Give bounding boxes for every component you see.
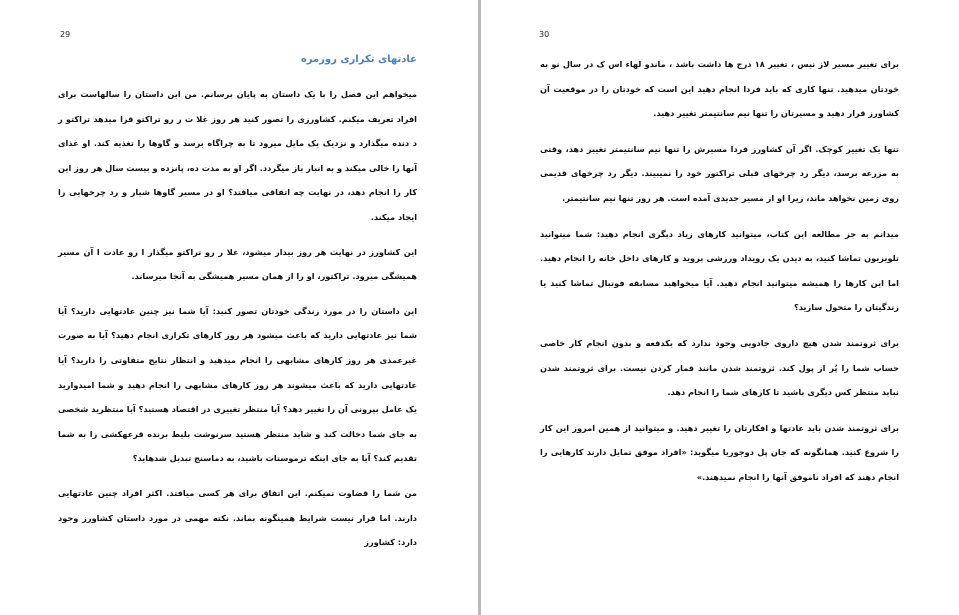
paragraph: میخواهم این فصل را با یک داستان به پایان برسانم. من این داستان را سالهاست برای افراد تعریف میکنم. کشاورزی را تصور کنید هر روز غلا ت ر رو تراکتو قرا میدهد تراکتو ر د دنده میگذارد و نزدیک یک مایل میرود تا به چراگاه برسد و گاوها را تغذیه کند. او غذای آنها را خالی میکند و به انبار باز میگردد. اگر او به مدت ده، پانزده و بیست سال هر روز این کار را انجام دهد، در نهایت چه اتفاقی میافتد؟ او در مسیر گاوها شیار و رد چرخهایی را ایجاد میکند. [58, 89, 417, 222]
page-content [540, 52, 899, 501]
paragraph: این داستان را در مورد زندگی خودتان تصور کنید: آیا شما نیز چنین عادتهایی دارید؟ آیا شما نیز عادتهایی دارید که باعث میشود هر روز کارهای تکراری انجام دهید؟ آیا به صورت غیرعمدی هر روز کارهای مشابهی را انجام میدهید و انتظار نتایج متفاوتی را دارید؟ آیا عادتهایی دارید که باعث میشوند هر روز کارهای مشابهی را انجام دهید و شما امیدوارید یک عامل بیرونی آن را تغییر دهد؟ آیا منتظر تغییری در اقتصاد هستید؟ آیا منتظرید شخصی به جای شما دخالت کند و شاید منتظر هستید سرنوشت بلیط برنده قرعهکشی را به شما تقدیم کند؟ آیا به جای اینکه ترموستات باشید، به دماسنج تبدیل شدهاید؟ [58, 305, 417, 464]
paragraph: تنها یک تغییر کوچک. اگر آن کشاورز فردا مسیرش را تنها نیم سانتیمتر تغییر دهد، وقتی به مزرعه برسد، دیگر رد چرخهای قبلی تراکتور خود را نمیبیند. دیگر رد چرخهای قدیمی روی زمین نخواهد ماند، زیرا او از مسیر جدیدی آمده است. هر روز تنها نیم سانتیمتر. [540, 143, 899, 203]
paragraph: برای تغییر مسیر لاز نیس ، تغییر ۱۸ درج ها داشت باشد ، ماندو لهاء اس ک در سال نو به خودتان میدهید. تنها کاری که باید فردا انجام دهید این است که خودتان را در موقعیت آن کشاورز قرار دهید و مسیرتان را تنها نیم سانتیمتر تغییر دهید. [540, 59, 900, 119]
paragraph: این کشاورز در نهایت هر روز بیدار میشود، غلا ر رو تراکتو میگذار ا رو عادت ا آن مسیر همیشگی میرود. تراکتور، او را از همان مسیر همیشگی به آنجا میرساند. [58, 246, 417, 282]
paragraph: برای ثروتمند شدن باید عادتها و افکارتان را تغییر دهید. و میتوانید از همین امروز این کار را شروع کنید. همانگونه که جان پل دوجوریا میگوید: «افراد موفق تمایل دارند کارهایی را انجام دهند که افراد ناموفق آنها را انجام نمیدهند.» [540, 422, 899, 482]
paragraph: من شما را قضاوت نمیکنم. این اتفاق برای هر کسی میافتد. اکثر افراد چنین عادتهایی دارند. اما قرار نیست شرایط همینگونه بماند. نکته مهمی در مورد داستان کشاورز وجود دارد: کشاورز [58, 487, 417, 548]
page-content [58, 52, 417, 565]
paragraph: برای ثروتمند شدن هیچ داروی جادویی وجود ندارد که یکدفعه و بدون انجام کار خاصی حساب شما را پُر از پول کند. ثروتمند شدن مانند قمار کردن نیست. برای ثروتمند شدن نباید منتظر کس دیگری باشید تا کارهای شما را انجام دهد. [540, 337, 899, 398]
page-number: 29 [60, 30, 71, 39]
page-number: 30 [539, 30, 550, 39]
paragraph: میدانم به جز مطالعه این کتاب، میتوانید کارهای زیاد دیگری انجام دهید: شما میتوانید تلویزیون تماشا کنید، به دیدن یک رویداد ورزشی بروید و کارهای داخل خانه را انجام دهید. اما این کارها را همیشه میتوانید انجام دهید. آیا میخواهید مسابقه فوتبال تماشا کنید یا زندگیتان را متحول سازید؟ [540, 228, 899, 313]
right-page [481, 0, 959, 615]
left-page [0, 0, 478, 615]
chapter-title: عادتهای تکراری روزمره [300, 54, 417, 65]
